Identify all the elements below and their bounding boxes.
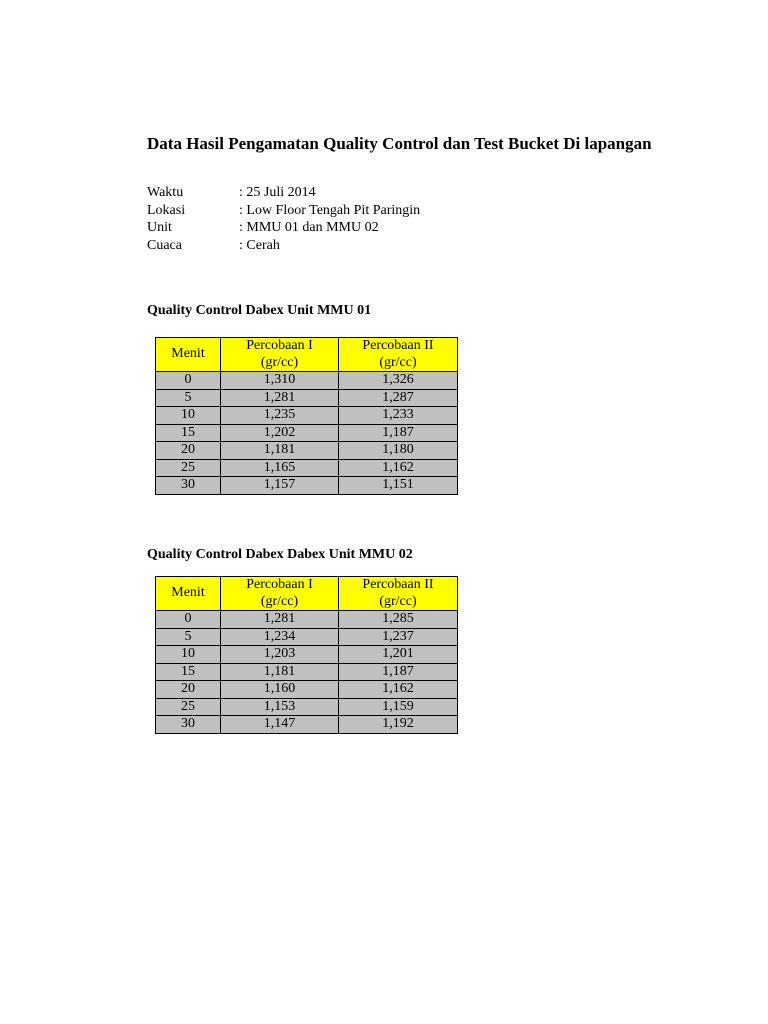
table-row <box>156 459 458 477</box>
info-value: : 25 Juli 2014 <box>239 185 316 200</box>
column-header-percobaan-1 <box>221 338 339 372</box>
table-row <box>156 407 458 425</box>
menit-cell: 30 <box>156 716 221 734</box>
column-header-percobaan-2 <box>339 577 458 611</box>
percobaan-1-cell: 1,165 <box>221 459 339 477</box>
menit-cell: 10 <box>156 407 221 425</box>
table-header-row <box>156 338 458 372</box>
percobaan-2-cell: 1,192 <box>339 716 458 734</box>
percobaan-2-cell: 1,180 <box>339 442 458 460</box>
menit-cell: 15 <box>156 424 221 442</box>
table-row <box>156 716 458 734</box>
info-row-unit <box>147 219 420 237</box>
column-header-percobaan-2 <box>339 338 458 372</box>
percobaan-2-cell: 1,187 <box>339 424 458 442</box>
info-row-lokasi <box>147 202 420 220</box>
table-row <box>156 663 458 681</box>
table-row <box>156 372 458 390</box>
percobaan-2-cell: 1,326 <box>339 372 458 390</box>
info-label: Cuaca <box>147 237 182 253</box>
table-row <box>156 611 458 629</box>
column-header-menit <box>156 577 221 611</box>
menit-cell: 15 <box>156 663 221 681</box>
info-label: Waktu <box>147 185 184 200</box>
table-row <box>156 646 458 664</box>
percobaan-1-cell: 1,181 <box>221 442 339 460</box>
percobaan-1-cell: 1,235 <box>221 407 339 425</box>
percobaan-2-cell: 1,187 <box>339 663 458 681</box>
column-header-line: Percobaan II <box>362 338 434 353</box>
percobaan-2-cell: 1,287 <box>339 389 458 407</box>
quality-control-table-mmu02 <box>155 576 458 734</box>
menit-cell: 5 <box>156 389 221 407</box>
percobaan-2-cell: 1,201 <box>339 646 458 664</box>
column-header-line: Percobaan I <box>246 338 313 353</box>
column-header-menit <box>156 338 221 372</box>
info-label: Lokasi <box>147 202 186 218</box>
menit-cell: 0 <box>156 372 221 390</box>
menit-cell: 10 <box>156 646 221 664</box>
percobaan-1-cell: 1,157 <box>221 477 339 495</box>
column-header-line: Menit <box>171 585 205 601</box>
percobaan-2-cell: 1,151 <box>339 477 458 495</box>
percobaan-1-cell: 1,281 <box>221 389 339 407</box>
table-row <box>156 442 458 460</box>
table-row <box>156 681 458 699</box>
percobaan-1-cell: 1,181 <box>221 663 339 681</box>
percobaan-1-cell: 1,147 <box>221 716 339 734</box>
percobaan-2-cell: 1,162 <box>339 681 458 699</box>
column-header-line: Percobaan I <box>246 577 313 592</box>
percobaan-2-cell: 1,237 <box>339 628 458 646</box>
percobaan-2-cell: 1,285 <box>339 611 458 629</box>
percobaan-1-cell: 1,281 <box>221 611 339 629</box>
info-label: Unit <box>147 220 172 235</box>
menit-cell: 20 <box>156 681 221 699</box>
column-header-unit: (gr/cc) <box>379 354 417 370</box>
table-row <box>156 628 458 646</box>
percobaan-1-cell: 1,160 <box>221 681 339 699</box>
table-row <box>156 424 458 442</box>
menit-cell: 0 <box>156 611 221 629</box>
info-value: : Cerah <box>239 237 280 253</box>
quality-control-table-mmu01 <box>155 337 458 495</box>
info-value: : Low Floor Tengah Pit Paringin <box>239 202 421 218</box>
menit-cell: 25 <box>156 459 221 477</box>
percobaan-1-cell: 1,310 <box>221 372 339 390</box>
percobaan-1-cell: 1,202 <box>221 424 339 442</box>
menit-cell: 5 <box>156 628 221 646</box>
table-row <box>156 477 458 495</box>
table-header-row <box>156 577 458 611</box>
info-row-waktu <box>147 184 420 202</box>
menit-cell: 20 <box>156 442 221 460</box>
document-title: Data Hasil Pengamatan Quality Control dan Test Bucket Di lapangan <box>147 134 652 153</box>
column-header-unit: (gr/cc) <box>260 354 299 370</box>
column-header-unit: (gr/cc) <box>379 593 417 609</box>
column-header-percobaan-1 <box>221 577 339 611</box>
percobaan-1-cell: 1,234 <box>221 628 339 646</box>
observation-info <box>147 184 420 254</box>
column-header-unit: (gr/cc) <box>260 593 299 609</box>
menit-cell: 25 <box>156 698 221 716</box>
percobaan-1-cell: 1,203 <box>221 646 339 664</box>
info-row-cuaca <box>147 237 420 255</box>
percobaan-1-cell: 1,153 <box>221 698 339 716</box>
percobaan-2-cell: 1,159 <box>339 698 458 716</box>
column-header-line: Menit <box>171 346 205 362</box>
column-header-line: Percobaan II <box>362 577 434 592</box>
percobaan-2-cell: 1,233 <box>339 407 458 425</box>
percobaan-2-cell: 1,162 <box>339 459 458 477</box>
table-heading-mmu02: Quality Control Dabex Dabex Unit MMU 02 <box>147 547 413 562</box>
menit-cell: 30 <box>156 477 221 495</box>
info-value: : MMU 01 dan MMU 02 <box>239 220 379 235</box>
table-heading-mmu01: Quality Control Dabex Unit MMU 01 <box>147 303 372 318</box>
table-row <box>156 389 458 407</box>
table-row <box>156 698 458 716</box>
